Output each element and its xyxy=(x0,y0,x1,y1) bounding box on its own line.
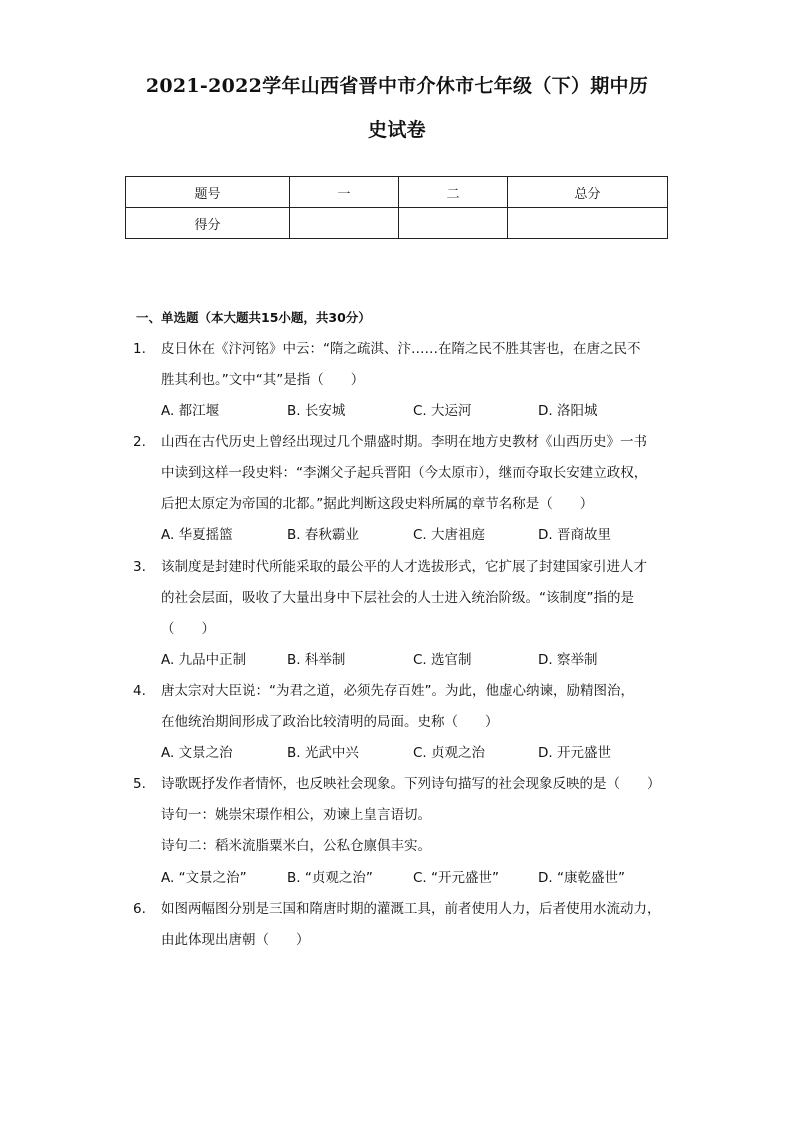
exam-title-line-2: 史试卷 xyxy=(368,119,426,141)
question-5 xyxy=(133,769,673,862)
option-b: B. 光武中兴 xyxy=(287,745,359,761)
question-number: 1. xyxy=(133,341,146,357)
question-text-line: 皮日休在《汴河铭》中云：“隋之疏淇、汴……在隋之民不胜其害也，在唐之民不 xyxy=(161,341,641,357)
score-table-header-row xyxy=(126,177,668,208)
question-2 xyxy=(133,427,673,520)
question-text-line: 后把太原定为帝国的北都。”据此判断这段史料所属的章节名称是（ ） xyxy=(161,496,594,512)
option-c: C. 大唐祖庭 xyxy=(413,527,486,543)
option-a: A. 都江堰 xyxy=(161,403,220,419)
option-a: A. 文景之治 xyxy=(161,745,233,761)
option-b: B. 长安城 xyxy=(287,403,346,419)
option-d: D. 洛阳城 xyxy=(538,403,598,419)
question-text-line: 诗句一：姚崇宋璟作相公，劝谏上皇言语切。 xyxy=(161,807,431,823)
question-number: 6. xyxy=(133,901,146,917)
option-b: B. “贞观之治” xyxy=(287,870,373,886)
option-d: D. “康乾盛世” xyxy=(538,870,625,886)
question-3 xyxy=(133,552,673,645)
score-table-cell xyxy=(508,208,668,239)
question-number: 3. xyxy=(133,559,146,575)
question-text-line: 该制度是封建时代所能采取的最公平的人才选拔形式，它扩展了封建国家引进人才 xyxy=(161,559,647,575)
question-text-line: 胜其利也。”文中“其”是指（ ） xyxy=(161,372,365,388)
question-text-line: （ ） xyxy=(161,621,215,637)
score-table xyxy=(125,176,668,239)
option-c: C. 贞观之治 xyxy=(413,745,486,761)
option-b: B. 春秋霸业 xyxy=(287,527,359,543)
score-table-header-cell: 一 xyxy=(290,177,399,208)
question-number: 2. xyxy=(133,434,146,450)
question-text-line: 的社会层面，吸收了大量出身中下层社会的人士进入统治阶级。“该制度”指的是 xyxy=(161,590,634,606)
option-c: C. “开元盛世” xyxy=(413,870,499,886)
option-a: A. 华夏摇篮 xyxy=(161,527,233,543)
question-number: 5. xyxy=(133,776,146,792)
section-heading: 一、单选题（本大题共15小题，共30分） xyxy=(136,310,371,325)
option-c: C. 大运河 xyxy=(413,403,472,419)
option-d: D. 晋商故里 xyxy=(538,527,611,543)
option-c: C. 选官制 xyxy=(413,652,472,668)
score-table-header-cell: 二 xyxy=(399,177,508,208)
question-text-line: 诗歌既抒发作者情怀，也反映社会现象。下列诗句描写的社会现象反映的是（ ） xyxy=(161,776,661,792)
question-number: 4. xyxy=(133,683,146,699)
question-4 xyxy=(133,676,673,738)
question-1 xyxy=(133,334,673,396)
question-text-line: 唐太宗对大臣说：“为君之道，必须先存百姓”。为此，他虚心纳谏，励精图治， xyxy=(161,683,634,699)
question-text-line: 在他统治期间形成了政治比较清明的局面。史称（ ） xyxy=(161,714,499,730)
option-d: D. 察举制 xyxy=(538,652,598,668)
score-table-header-cell: 题号 xyxy=(126,177,290,208)
option-d: D. 开元盛世 xyxy=(538,745,611,761)
score-table-header-cell: 总分 xyxy=(508,177,668,208)
question-text-line: 如图两幅图分别是三国和隋唐时期的灌溉工具，前者使用人力，后者使用水流动力， xyxy=(161,901,661,917)
score-table-cell xyxy=(399,208,508,239)
question-text-line: 山西在古代历史上曾经出现过几个鼎盛时期。李明在地方史教材《山西历史》一书 xyxy=(161,434,647,450)
question-text-line: 中读到这样一段史料：“李渊父子起兵晋阳（今太原市），继而夺取长安建立政权， xyxy=(161,465,648,481)
question-6 xyxy=(133,894,673,956)
score-table-cell xyxy=(290,208,399,239)
question-text-line: 诗句二：稻米流脂粟米白，公私仓廪俱丰实。 xyxy=(161,838,431,854)
option-a: A. 九品中正制 xyxy=(161,652,247,668)
option-b: B. 科举制 xyxy=(287,652,346,668)
exam-title-line-1: 2021-2022学年山西省晋中市介休市七年级（下）期中历 xyxy=(145,75,649,97)
score-table-score-row xyxy=(126,208,668,239)
question-text-line: 由此体现出唐朝（ ） xyxy=(161,932,310,948)
exam-title xyxy=(60,64,734,152)
option-a: A. “文景之治” xyxy=(161,870,247,886)
score-table-cell: 得分 xyxy=(126,208,290,239)
